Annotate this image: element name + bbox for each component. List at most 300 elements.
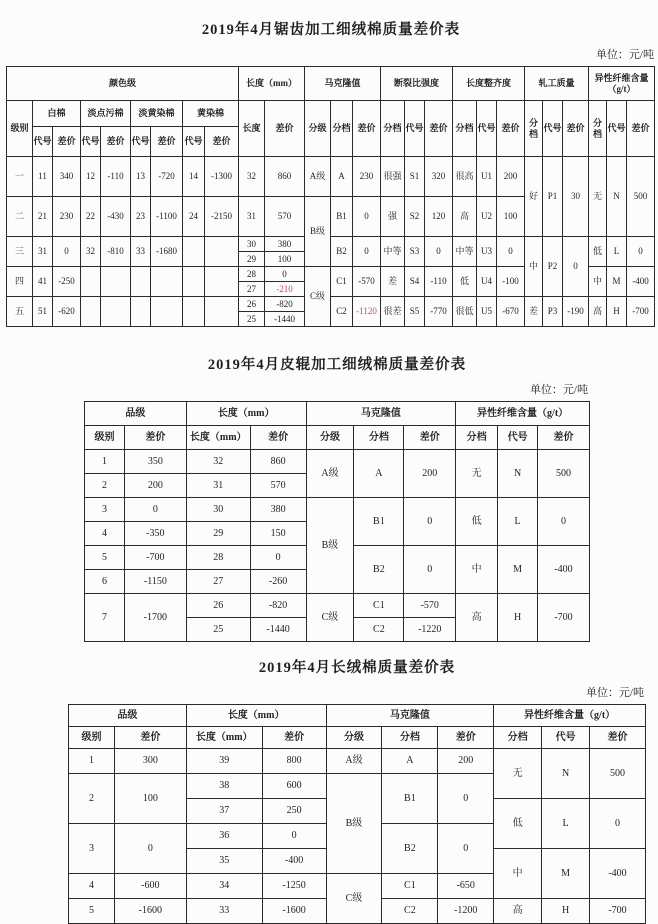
data-cell: 11	[33, 157, 53, 197]
data-cell: 很强	[381, 157, 405, 197]
data-cell: 200	[404, 450, 456, 498]
data-cell	[101, 297, 131, 327]
header-cell: 马克隆值	[306, 402, 456, 426]
data-cell: -350	[124, 522, 186, 546]
header-cell: 分档	[456, 426, 498, 450]
data-cell: A级	[305, 157, 331, 197]
header-cell: 黄染棉	[183, 101, 239, 127]
data-cell: 0	[53, 237, 81, 267]
data-cell: -1300	[205, 157, 239, 197]
data-cell: -1600	[262, 899, 326, 924]
header-cell: 代号	[543, 101, 563, 157]
data-cell: 很低	[453, 297, 477, 327]
header-cell: 淡点污棉	[81, 101, 131, 127]
header-cell: 差价	[590, 727, 646, 749]
data-cell: 51	[33, 297, 53, 327]
header-cell: 差价	[563, 101, 589, 157]
table-row	[69, 727, 646, 749]
data-cell: L	[498, 498, 538, 546]
data-cell: 22	[81, 197, 101, 237]
data-cell: 差	[381, 267, 405, 297]
roller-gin-fine-staple-table	[84, 401, 590, 642]
data-cell: -1440	[250, 618, 306, 642]
header-cell: 差价	[538, 426, 590, 450]
header-cell: 长度（mm）	[186, 705, 326, 727]
data-cell: 600	[262, 774, 326, 799]
data-cell: -1150	[124, 570, 186, 594]
header-cell: 分档	[453, 101, 477, 157]
data-cell: 12	[81, 157, 101, 197]
table-row	[85, 450, 590, 474]
data-cell: B级	[305, 197, 331, 267]
header-cell: 淡黄染棉	[131, 101, 183, 127]
data-cell: S2	[405, 197, 425, 237]
data-cell: -400	[262, 849, 326, 874]
data-cell: B1	[382, 774, 438, 824]
data-cell: 无	[456, 450, 498, 498]
data-cell: 4	[69, 874, 115, 899]
data-cell: -650	[438, 874, 494, 899]
data-cell: 320	[425, 157, 453, 197]
data-cell: 33	[186, 899, 262, 924]
saw-gin-fine-staple-table	[6, 66, 655, 327]
data-cell: H	[607, 297, 627, 327]
data-cell: 26	[186, 594, 250, 618]
unit-label: 单位：元/吨	[595, 49, 654, 61]
data-cell: -720	[151, 157, 183, 197]
data-cell: -1700	[124, 594, 186, 642]
data-cell: -1440	[265, 312, 305, 327]
data-cell: 3	[69, 824, 115, 874]
data-cell: -1100	[151, 197, 183, 237]
header-cell: 分档	[331, 101, 353, 157]
data-cell: 一	[7, 157, 33, 197]
data-cell: M	[498, 546, 538, 594]
data-cell: M	[542, 849, 590, 899]
data-cell: 7	[85, 594, 125, 642]
data-cell: -110	[425, 267, 453, 297]
data-cell: 350	[124, 450, 186, 474]
data-cell: S3	[405, 237, 425, 267]
data-cell: -2150	[205, 197, 239, 237]
data-cell: A级	[306, 450, 354, 498]
data-cell: -260	[250, 570, 306, 594]
header-cell: 分档	[381, 101, 405, 157]
data-cell: C1	[354, 594, 404, 618]
header-cell: 长度	[239, 101, 265, 157]
data-cell: 中	[494, 849, 542, 899]
data-cell: 0	[404, 498, 456, 546]
data-cell: -400	[590, 849, 646, 899]
long-staple-cotton-table	[68, 704, 646, 924]
data-cell: -770	[425, 297, 453, 327]
header-cell: 差价	[250, 426, 306, 450]
data-cell: 三	[7, 237, 33, 267]
data-cell	[101, 267, 131, 297]
header-cell: 异性纤维含量（g/t）	[456, 402, 590, 426]
data-cell: 21	[33, 197, 53, 237]
data-cell: L	[607, 237, 627, 267]
data-cell	[151, 267, 183, 297]
data-cell: 1	[85, 450, 125, 474]
header-cell: 级别	[7, 101, 33, 157]
data-cell: 5	[69, 899, 115, 924]
data-cell	[205, 237, 239, 267]
long-staple-table-section	[68, 656, 646, 924]
data-cell	[183, 297, 205, 327]
data-cell: -430	[101, 197, 131, 237]
data-cell: 33	[131, 237, 151, 267]
data-cell: 低	[589, 237, 607, 267]
header-cell: 品级	[85, 402, 187, 426]
data-cell	[131, 297, 151, 327]
data-cell: H	[498, 594, 538, 642]
header-cell: 代号	[498, 426, 538, 450]
data-cell: 0	[353, 237, 381, 267]
data-cell: 340	[53, 157, 81, 197]
header-cell: 长度（mm）	[186, 727, 262, 749]
header-cell: 分级	[326, 727, 382, 749]
data-cell: A	[382, 749, 438, 774]
table-row	[7, 101, 655, 127]
data-cell: -1220	[404, 618, 456, 642]
data-cell: 500	[627, 157, 655, 237]
data-cell: 31	[239, 197, 265, 237]
data-cell: C2	[331, 297, 353, 327]
data-cell: 强	[381, 197, 405, 237]
header-cell: 长度（mm）	[186, 426, 250, 450]
header-cell: 差价	[151, 127, 183, 157]
header-cell: 断裂比强度	[381, 67, 453, 101]
data-cell: 30	[563, 157, 589, 237]
data-cell: 380	[250, 498, 306, 522]
data-cell: 300	[114, 749, 186, 774]
roller-gin-table-section	[84, 353, 590, 642]
data-cell: 0	[265, 267, 305, 282]
header-cell: 差价	[101, 127, 131, 157]
unit-label: 单位：元/吨	[529, 384, 588, 396]
header-cell: 长度（mm）	[239, 67, 305, 101]
header-cell: 代号	[607, 101, 627, 157]
data-cell: -700	[627, 297, 655, 327]
data-cell: 五	[7, 297, 33, 327]
data-cell: 27	[186, 570, 250, 594]
header-cell: 异性纤维含量（g/t）	[494, 705, 646, 727]
data-cell: 41	[33, 267, 53, 297]
data-cell: 500	[538, 450, 590, 498]
data-cell: 中	[589, 267, 607, 297]
data-cell: 380	[265, 237, 305, 252]
header-cell: 级别	[85, 426, 125, 450]
data-cell: 0	[114, 824, 186, 874]
data-cell: -1600	[114, 899, 186, 924]
data-cell: 27	[239, 282, 265, 297]
data-cell: -700	[124, 546, 186, 570]
data-cell: 200	[438, 749, 494, 774]
data-cell	[81, 297, 101, 327]
data-cell: -100	[497, 267, 525, 297]
data-cell: 无	[494, 749, 542, 799]
table-title: 2019年4月皮辊加工细绒棉质量差价表	[207, 357, 467, 373]
data-cell: 570	[250, 474, 306, 498]
header-cell: 长度整齐度	[453, 67, 525, 101]
data-cell: S5	[405, 297, 425, 327]
table-row	[7, 237, 655, 252]
data-cell: S1	[405, 157, 425, 197]
data-cell: A	[331, 157, 353, 197]
data-cell: 好	[525, 157, 543, 237]
data-cell: 低	[494, 799, 542, 849]
header-cell: 颜色级	[7, 67, 239, 101]
data-cell: 0	[497, 237, 525, 267]
data-cell: 100	[265, 252, 305, 267]
data-cell: 28	[239, 267, 265, 282]
header-cell: 分档	[382, 727, 438, 749]
data-cell: 25	[239, 312, 265, 327]
data-cell: 25	[186, 618, 250, 642]
data-cell	[205, 267, 239, 297]
data-cell: N	[498, 450, 538, 498]
header-cell: 代号	[477, 101, 497, 157]
header-cell: 差价	[124, 426, 186, 450]
data-cell: 四	[7, 267, 33, 297]
data-cell: -570	[404, 594, 456, 618]
data-cell: B级	[306, 498, 354, 594]
data-cell: C级	[326, 874, 382, 924]
data-cell: A级	[326, 749, 382, 774]
data-cell: P1	[543, 157, 563, 237]
data-cell	[131, 267, 151, 297]
table-title: 2019年4月锯齿加工细绒棉质量差价表	[201, 22, 461, 38]
data-cell: 30	[239, 237, 265, 252]
unit-label: 单位：元/吨	[585, 687, 644, 699]
table-row	[69, 705, 646, 727]
data-cell: N	[542, 749, 590, 799]
header-cell: 代号	[81, 127, 101, 157]
data-cell: H	[542, 899, 590, 924]
data-cell: -1680	[151, 237, 183, 267]
data-cell: -1250	[262, 874, 326, 899]
data-cell: -620	[53, 297, 81, 327]
data-cell: -820	[250, 594, 306, 618]
data-cell: P3	[543, 297, 563, 327]
data-cell: -700	[590, 899, 646, 924]
data-cell: 28	[186, 546, 250, 570]
header-cell: 长度（mm）	[186, 402, 306, 426]
header-cell: 差价	[438, 727, 494, 749]
header-cell: 代号	[33, 127, 53, 157]
data-cell: 34	[186, 874, 262, 899]
data-cell: 低	[453, 267, 477, 297]
data-cell: 24	[183, 197, 205, 237]
header-cell: 差价	[404, 426, 456, 450]
header-cell: 差价	[425, 101, 453, 157]
data-cell: U5	[477, 297, 497, 327]
data-cell: 570	[265, 197, 305, 237]
data-cell: C2	[354, 618, 404, 642]
data-cell: 0	[590, 799, 646, 849]
table-title: 2019年4月长绒棉质量差价表	[258, 660, 456, 676]
data-cell: 0	[425, 237, 453, 267]
data-cell: -110	[101, 157, 131, 197]
data-cell: 120	[425, 197, 453, 237]
data-cell: 29	[186, 522, 250, 546]
data-cell: C2	[382, 899, 438, 924]
header-cell: 差价	[114, 727, 186, 749]
data-cell: 0	[627, 237, 655, 267]
data-cell: B级	[326, 774, 382, 874]
data-cell: -250	[53, 267, 81, 297]
data-cell: 高	[456, 594, 498, 642]
data-cell: 1	[69, 749, 115, 774]
header-cell: 差价	[497, 101, 525, 157]
data-cell: 860	[265, 157, 305, 197]
saw-gin-table-section	[6, 18, 656, 327]
data-cell: A	[354, 450, 404, 498]
data-cell: L	[542, 799, 590, 849]
data-cell: -210	[265, 282, 305, 297]
table-row	[85, 426, 590, 450]
header-cell: 轧工质量	[525, 67, 589, 101]
header-cell: 异性纤维含量（g/t）	[589, 67, 655, 101]
data-cell: 39	[186, 749, 262, 774]
data-cell: 32	[81, 237, 101, 267]
data-cell: 5	[85, 546, 125, 570]
table-row	[85, 498, 590, 522]
table-row	[69, 749, 646, 774]
data-cell: 800	[262, 749, 326, 774]
data-cell: 3	[85, 498, 125, 522]
data-cell: 14	[183, 157, 205, 197]
data-cell: C级	[306, 594, 354, 642]
data-cell: 150	[250, 522, 306, 546]
data-cell: -810	[101, 237, 131, 267]
data-cell: 2	[85, 474, 125, 498]
data-cell: 36	[186, 824, 262, 849]
data-cell: -190	[563, 297, 589, 327]
data-cell: U2	[477, 197, 497, 237]
data-cell: B2	[331, 237, 353, 267]
data-cell: U4	[477, 267, 497, 297]
data-cell: 中等	[453, 237, 477, 267]
data-cell: B1	[331, 197, 353, 237]
header-cell: 代号	[131, 127, 151, 157]
data-cell: 无	[589, 157, 607, 237]
data-cell: 中	[456, 546, 498, 594]
data-cell: 38	[186, 774, 262, 799]
data-cell: 差	[525, 297, 543, 327]
header-cell: 级别	[69, 727, 115, 749]
data-cell	[183, 267, 205, 297]
data-cell: 中等	[381, 237, 405, 267]
table-row	[7, 67, 655, 101]
data-cell: 高	[494, 899, 542, 924]
header-cell: 马克隆值	[305, 67, 381, 101]
data-cell: N	[607, 157, 627, 237]
header-cell: 分档	[354, 426, 404, 450]
data-cell: 很高	[453, 157, 477, 197]
data-cell: 23	[131, 197, 151, 237]
data-cell: 高	[453, 197, 477, 237]
data-cell: C1	[382, 874, 438, 899]
data-cell: 32	[239, 157, 265, 197]
data-cell: 230	[353, 157, 381, 197]
data-cell: 860	[250, 450, 306, 474]
data-cell: -570	[353, 267, 381, 297]
data-cell: -820	[265, 297, 305, 312]
data-cell: 0	[438, 824, 494, 874]
data-cell: 0	[262, 824, 326, 849]
header-cell: 白棉	[33, 101, 81, 127]
data-cell: -600	[114, 874, 186, 899]
header-cell: 分档	[525, 101, 543, 157]
data-cell: P2	[543, 237, 563, 297]
data-cell: 500	[590, 749, 646, 799]
data-cell: 32	[186, 450, 250, 474]
data-cell: 0	[563, 237, 589, 297]
header-cell: 代号	[183, 127, 205, 157]
data-cell: -400	[538, 546, 590, 594]
data-cell: 2	[69, 774, 115, 824]
header-cell: 马克隆值	[326, 705, 494, 727]
header-cell: 分级	[305, 101, 331, 157]
data-cell: 高	[589, 297, 607, 327]
header-cell: 代号	[542, 727, 590, 749]
data-cell: 0	[538, 498, 590, 546]
data-cell: 低	[456, 498, 498, 546]
header-cell: 分级	[306, 426, 354, 450]
table-row	[7, 297, 655, 312]
header-cell: 差价	[262, 727, 326, 749]
data-cell: 4	[85, 522, 125, 546]
data-cell: S4	[405, 267, 425, 297]
header-cell: 代号	[405, 101, 425, 157]
data-cell: 0	[438, 774, 494, 824]
data-cell: 0	[250, 546, 306, 570]
header-cell: 差价	[627, 101, 655, 157]
data-cell	[151, 297, 183, 327]
data-cell: -400	[627, 267, 655, 297]
data-cell: B1	[354, 498, 404, 546]
data-cell: C级	[305, 267, 331, 327]
header-cell: 差价	[53, 127, 81, 157]
data-cell: U3	[477, 237, 497, 267]
header-cell: 分档	[494, 727, 542, 749]
header-cell: 分档	[589, 101, 607, 157]
data-cell: 6	[85, 570, 125, 594]
data-cell: U1	[477, 157, 497, 197]
data-cell: 37	[186, 799, 262, 824]
data-cell: 31	[33, 237, 53, 267]
data-cell: B2	[382, 824, 438, 874]
data-cell	[81, 267, 101, 297]
data-cell: C1	[331, 267, 353, 297]
data-cell	[205, 297, 239, 327]
data-cell: -700	[538, 594, 590, 642]
data-cell: 26	[239, 297, 265, 312]
data-cell: 100	[114, 774, 186, 824]
data-cell: M	[607, 267, 627, 297]
data-cell: 很差	[381, 297, 405, 327]
data-cell: 250	[262, 799, 326, 824]
data-cell: 29	[239, 252, 265, 267]
header-cell: 差价	[353, 101, 381, 157]
data-cell: 100	[497, 197, 525, 237]
data-cell: 0	[353, 197, 381, 237]
data-cell: 0	[124, 498, 186, 522]
data-cell: 中	[525, 237, 543, 297]
table-row	[7, 157, 655, 197]
